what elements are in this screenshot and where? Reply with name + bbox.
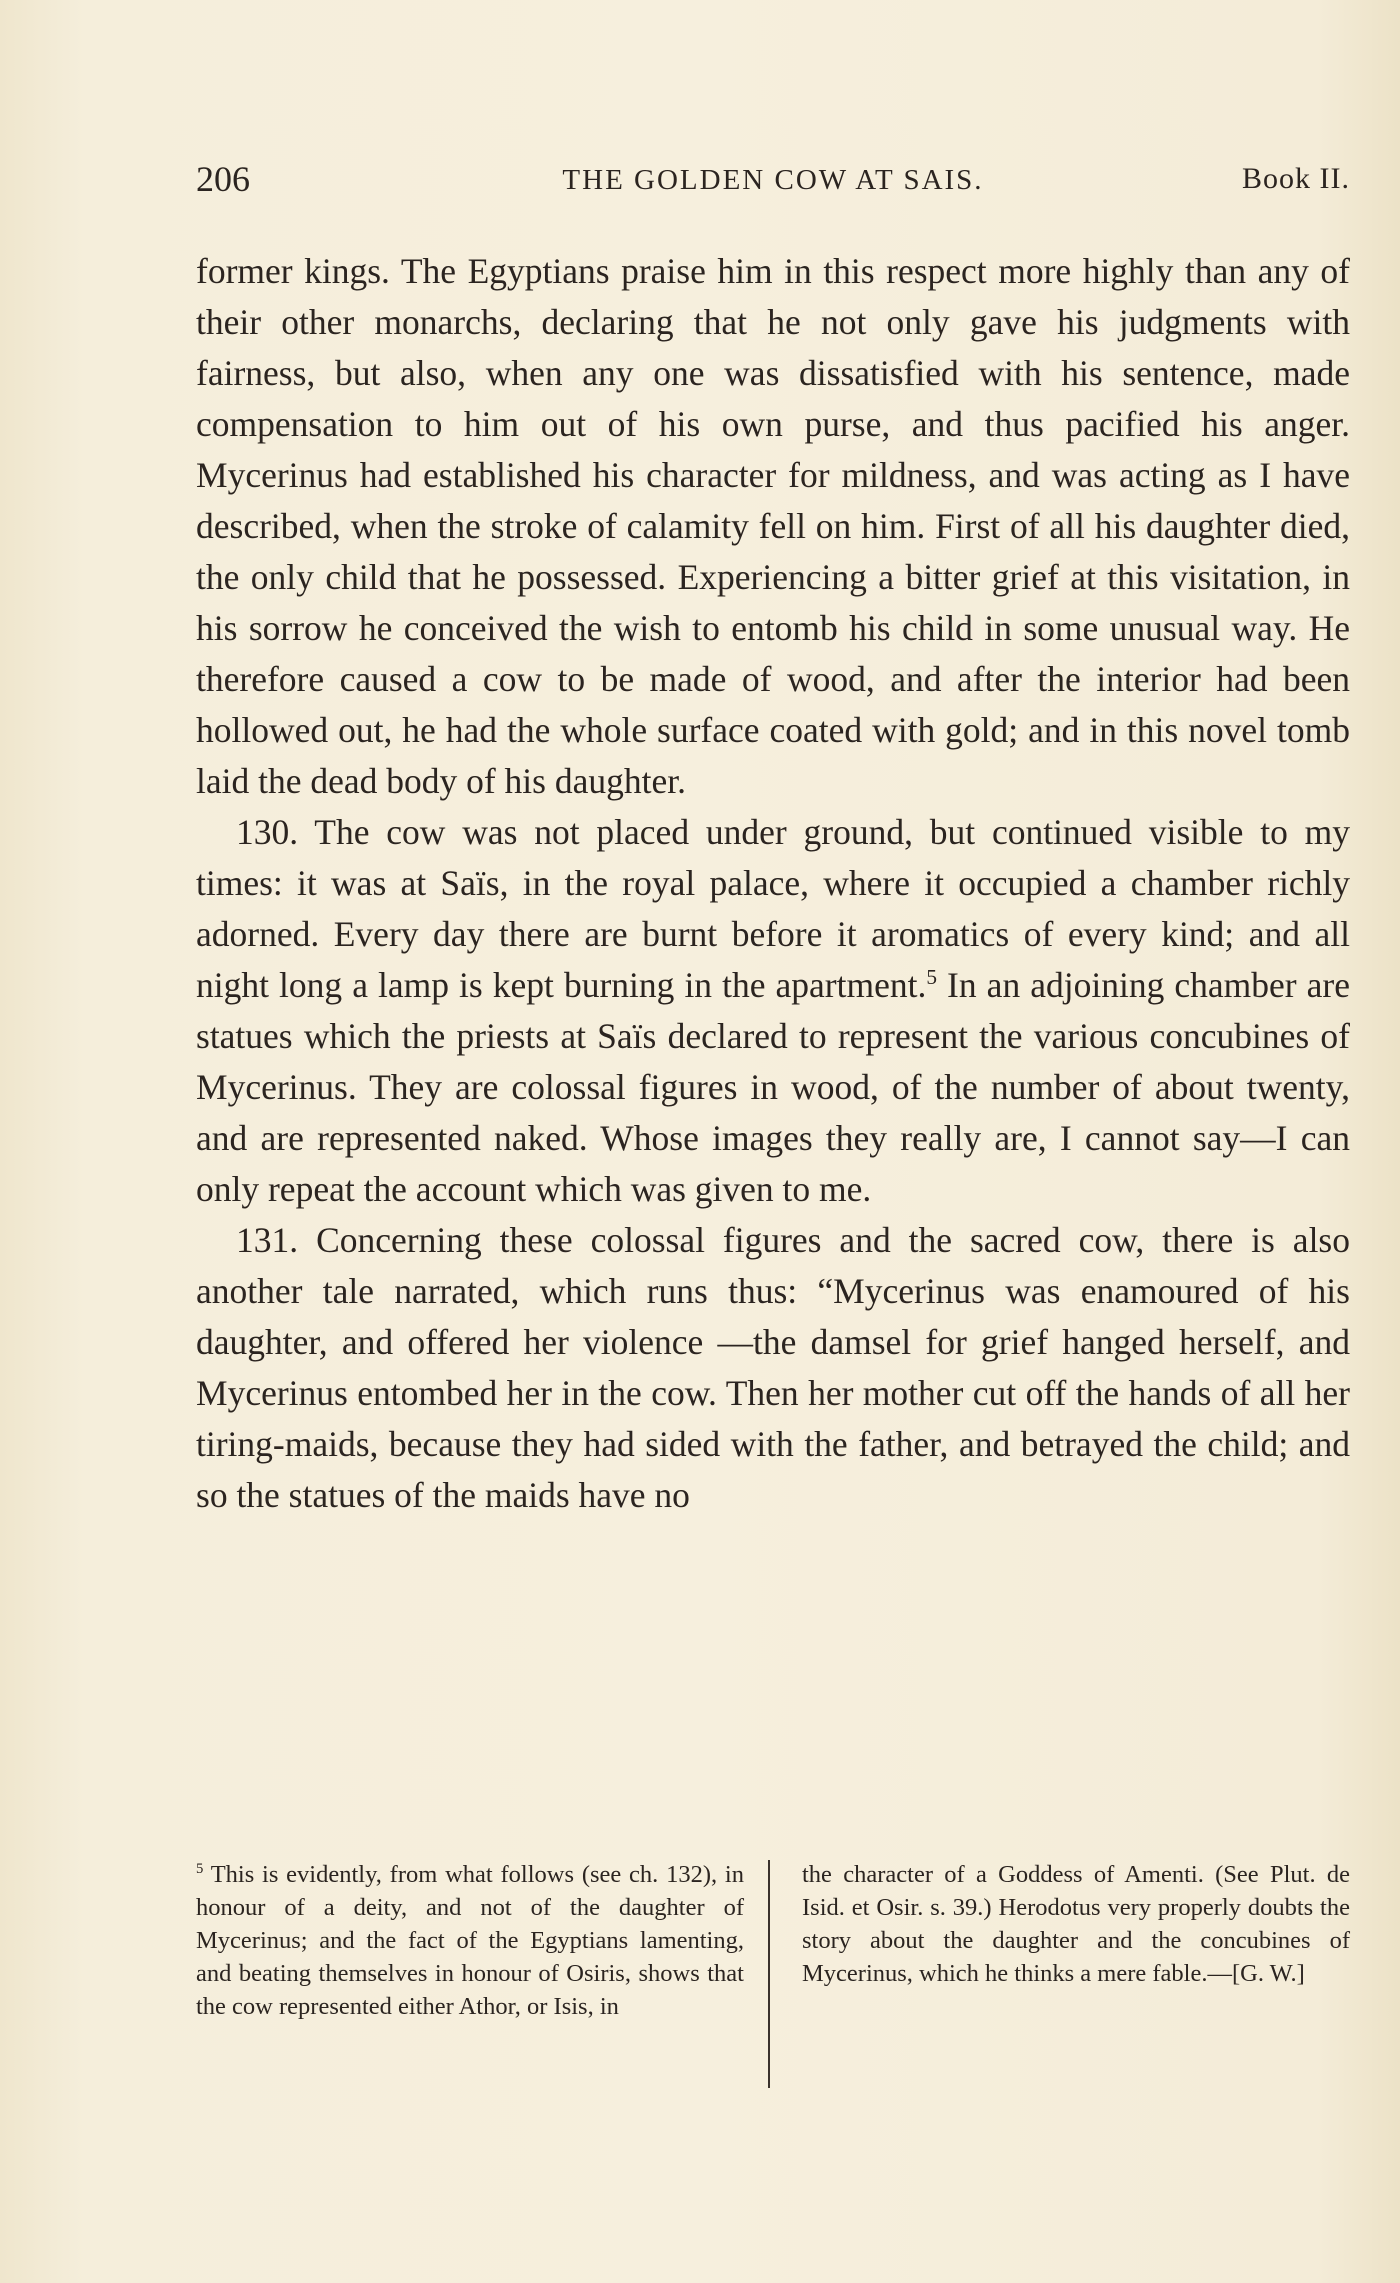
paragraph-130-text-b: In an adjoining chamber are statues which the priests at Saïs declared to represent the various concubines of Mycerinus. They are colossal figures in wood, of the number of about twenty, and are represented naked. Whose images they really are, I cannot say—I can only repeat the account which was given to me. (196, 965, 1350, 1209)
paragraph-130 (196, 807, 1350, 1215)
book-label: Book II. (1242, 162, 1350, 195)
footnote-left-column (196, 1858, 744, 2023)
footnote-right-column: the character of a Goddess of Amenti. (See Plut. de Isid. et Osir. s. 39.) Herodotus very properly doubts the story about the daughter and the concubines of Mycerinus, which he thinks a mere fable.—[G. W.] (802, 1861, 1350, 1987)
paragraph-continuation: former kings. The Egyptians praise him in this respect more highly than any of their other monarchs, declaring that he not only gave his judgments with fairness, but also, when any one was dissatisfied with his sentence, made compensation to him out of his own purse, and thus pacified his anger. Mycerinus had established his character for mildness, and was acting as I have described, when the stroke of calamity fell on him. First of all his daughter died, the only child that he possessed. Experiencing a bitter grief at this visitation, in his sorrow he conceived the wish to entomb his child in some unusual way. He therefore caused a cow to be made of wood, and after the interior had been hollowed out, he had the whole surface coated with gold; and in this novel tomb laid the dead body of his daughter. (196, 251, 1350, 801)
footnote-marker: 5 (196, 1860, 204, 1877)
paragraph-131: 131. Concerning these colossal figures and the sacred cow, there is also another tale narrated, which runs thus: “Mycerinus was enamoured of his daughter, and offered her violence —the damsel for grief hanged herself, and Mycerinus entombed her in the cow. Then her mother cut off the hands of all her tiring-maids, because they had sided with the father, and betrayed the child; and so the statues of the maids have no (196, 1220, 1350, 1515)
page-header (196, 158, 1350, 198)
paragraph-130-text-a: 130. The cow was not placed under ground, but continued visible to my times: it was at Saïs, in the royal palace, where it occupied a chamber richly adorned. Every day there are burnt before it aromatics of every kind; and all night long a lamp is kept burning in the apartment. (196, 812, 1350, 1005)
running-title: THE GOLDEN COW AT SAIS. (562, 164, 984, 196)
page-number: 206 (196, 159, 250, 199)
footnotes (196, 1858, 1350, 2098)
footnote-reference: 5 (926, 965, 937, 990)
footnote-left-text: This is evidently, from what follows (see ch. 132), in honour of a deity, and not of the daughter of Mycerinus; and the fact of the Egyptians lamenting, and beating themselves in honour of Osiris, shows that the cow represented either Athor, or Isis, in (196, 1861, 744, 2020)
main-text (196, 246, 1350, 1521)
footnote-column-divider (768, 1860, 770, 2088)
